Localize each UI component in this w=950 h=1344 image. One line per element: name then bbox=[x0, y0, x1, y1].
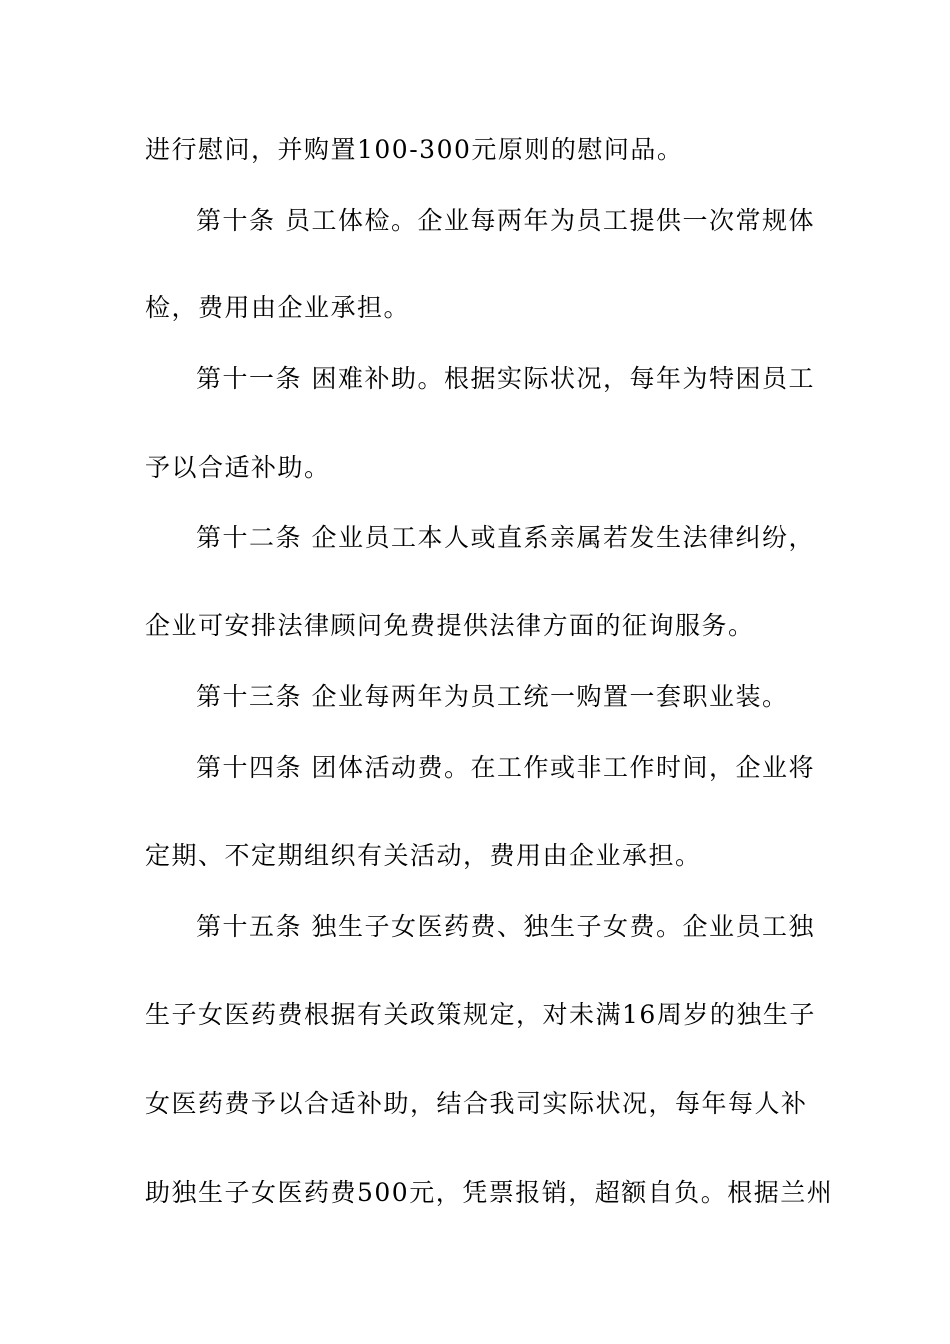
paragraph-line-9: 第十四条 团体活动费。在工作或非工作时间，企业将 bbox=[196, 753, 815, 782]
paragraph-line-13: 女医药费予以合适补助，结合我司实际状况，每年每人补 bbox=[145, 1089, 808, 1118]
paragraph-line-11: 第十五条 独生子女医药费、独生子女费。企业员工独 bbox=[196, 912, 815, 941]
paragraph-line-1: 进行慰问，并购置100-300元原则的慰问品。 bbox=[145, 135, 684, 164]
paragraph-line-10: 定期、不定期组织有关活动，费用由企业承担。 bbox=[145, 841, 702, 870]
paragraph-line-8: 第十三条 企业每两年为员工统一购置一套职业装。 bbox=[196, 682, 789, 711]
paragraph-line-6: 第十二条 企业员工本人或直系亲属若发生法律纠纷， bbox=[196, 523, 815, 552]
paragraph-line-12: 生子女医药费根据有关政策规定，对未满16周岁的独生子 bbox=[145, 1000, 816, 1029]
paragraph-line-7: 企业可安排法律顾问免费提供法律方面的征询服务。 bbox=[145, 611, 755, 640]
paragraph-line-3: 检，费用由企业承担。 bbox=[145, 293, 411, 322]
paragraph-line-5: 予以合适补助。 bbox=[145, 453, 331, 482]
paragraph-line-4: 第十一条 困难补助。根据实际状况，每年为特困员工 bbox=[196, 364, 815, 393]
paragraph-line-14: 助独生子女医药费500元，凭票报销，超额自负。根据兰州 bbox=[145, 1178, 834, 1207]
paragraph-line-2: 第十条 员工体检。企业每两年为员工提供一次常规体 bbox=[196, 206, 815, 235]
